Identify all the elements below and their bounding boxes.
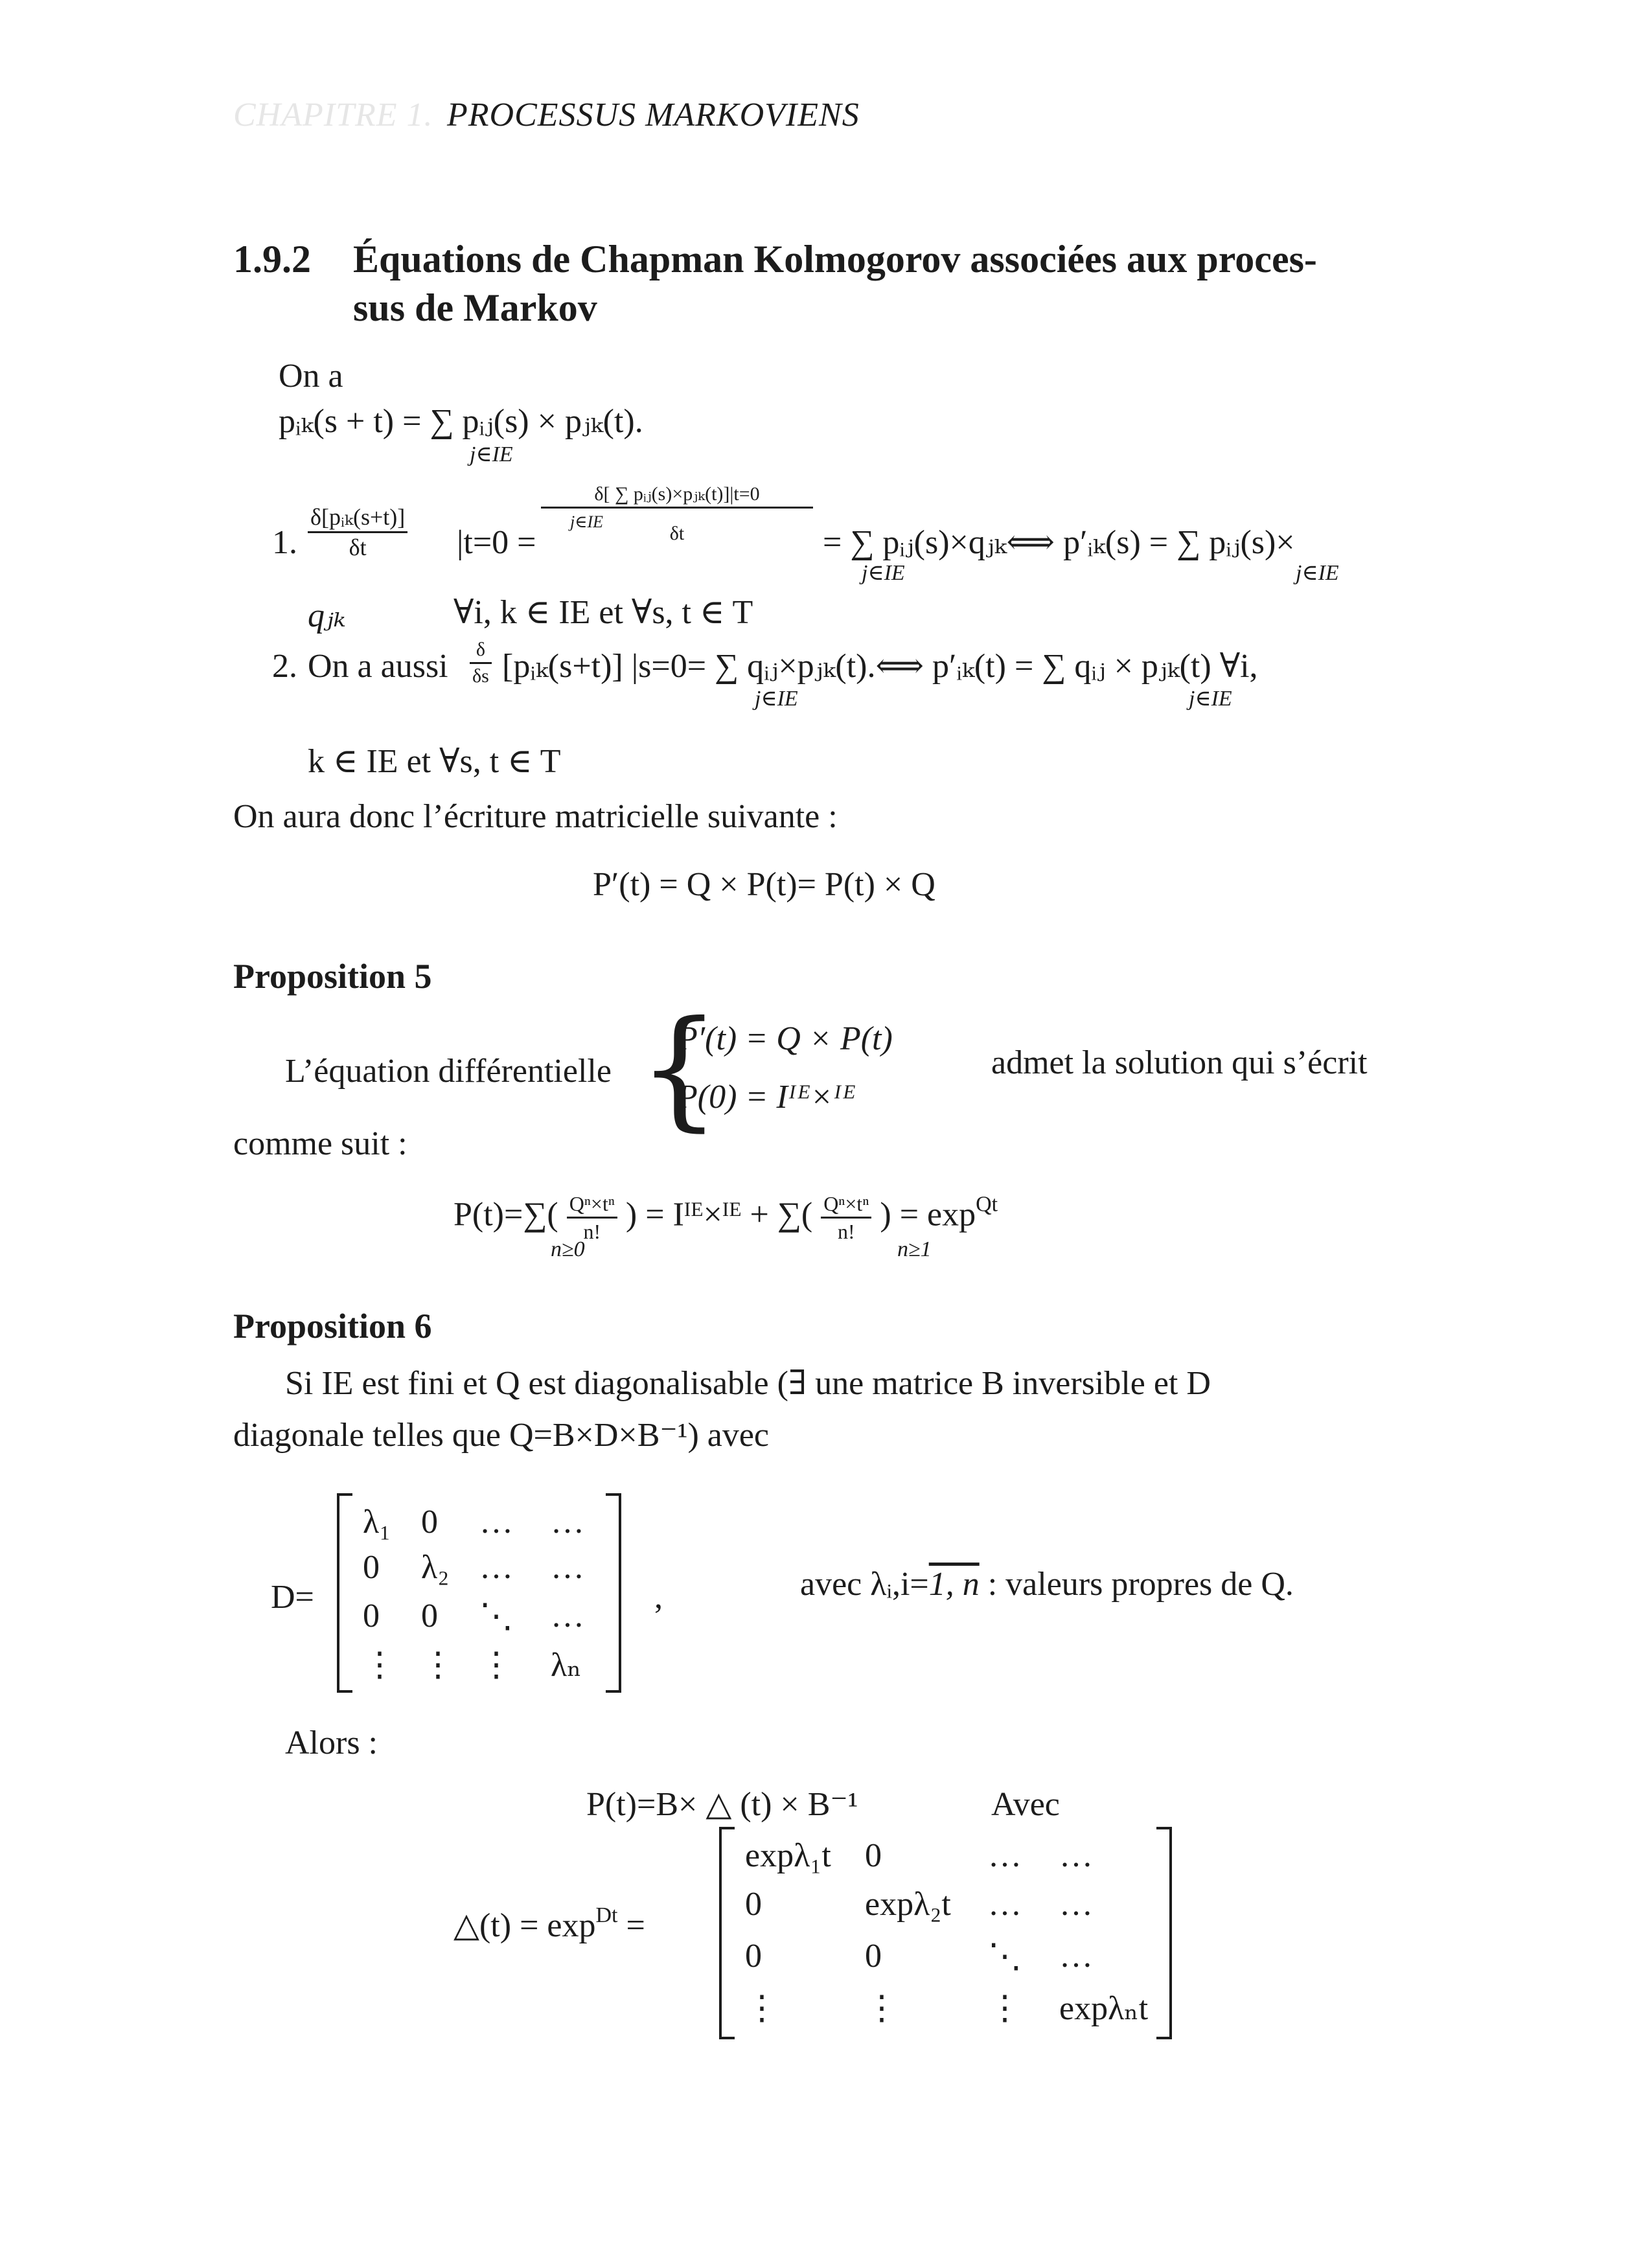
ck-sum-index: j∈IE (470, 442, 513, 466)
prop5-eq2: P(0) = Iᴵᴱ×ᴵᴱ (677, 1079, 856, 1116)
prop5-solution (453, 1193, 998, 1242)
d-matrix-cell-r2-c1: 0 (363, 1549, 380, 1586)
d-bracket-right (606, 1493, 621, 1693)
delta-matrix-cell-r2-c3: … (988, 1886, 1022, 1923)
sol-frac1-num: Qⁿ×tⁿ (567, 1193, 617, 1219)
prop6-line1: Si IE est fini et Q est diagonalisable (∃ une matrice B inversible et D (285, 1365, 1211, 1402)
prop5-brace: { (638, 993, 721, 1144)
delta-matrix-cell-r1-c2: 0 (865, 1837, 882, 1874)
d-matrix-cell-r4-c3: ⋮ (479, 1647, 513, 1684)
d-matrix-cell-r1-c4: … (551, 1504, 584, 1541)
d-matrix-cell-r4-c2: ⋮ (421, 1647, 455, 1684)
proposition-6-title: Proposition 6 (233, 1307, 432, 1346)
d-matrix-cell-r4-c1: ⋮ (363, 1647, 396, 1684)
delta-matrix (732, 1830, 1156, 2031)
delta-matrix-cell-r4-c3: ⋮ (988, 1990, 1022, 2027)
matrix-sentence: On aura donc l’écriture matricielle suivante : (233, 798, 838, 835)
item1-lhs-denominator: δt (349, 534, 367, 560)
item2-frac-numerator: δ (470, 640, 492, 664)
item2-frac-denominator: δs (472, 665, 489, 687)
delta-matrix-cell-r1-c3: … (988, 1837, 1022, 1874)
sol-part-a: P(t)=∑( (453, 1196, 558, 1233)
item1-lhs-fraction (308, 505, 407, 559)
item1-marker: 1. (272, 524, 297, 561)
item2-marker: 2. (272, 648, 297, 685)
alors-text: Alors : (285, 1724, 378, 1761)
item1-rhs: = ∑ pᵢⱼ(s)×qⱼₖ⟺ p′ᵢₖ(s) = ∑ pᵢⱼ(s)× (823, 524, 1295, 561)
p-eq: P(t)=B× △ (t) × B⁻¹ (586, 1786, 858, 1823)
sol-sup: Qt (976, 1192, 998, 1217)
d-matrix-cell-r3-c4: … (551, 1598, 584, 1634)
section-title-line2: sus de Markov (353, 286, 597, 329)
running-header: PROCESSUS MARKOVIENS (447, 97, 860, 133)
delta-label (453, 1905, 645, 1943)
delta-matrix-cell-r3-c3: ⋱ (988, 1938, 1022, 1975)
item1-mid-numerator: δ[ ∑ pᵢⱼ(s)×pⱼₖ(t)]|t=0 (541, 485, 813, 509)
delta-matrix-cell-r3-c2: 0 (865, 1938, 882, 1975)
sol-frac1-den: n! (583, 1220, 601, 1243)
item1-mid-index: j∈IE (570, 512, 604, 531)
d-matrix-cell-r3-c2: 0 (421, 1598, 438, 1634)
prop5-lead: L’équation différentielle (285, 1053, 612, 1090)
sol-part-b: ) = Iᴵᴱ×ᴵᴱ + ∑( (625, 1196, 813, 1233)
prop5-comme-suit: comme suit : (233, 1125, 407, 1162)
sol-frac2-den: n! (837, 1220, 855, 1243)
delta-matrix-cell-r4-c2: ⋮ (865, 1990, 899, 2027)
item2-text-a: On a aussi (308, 648, 448, 685)
matrix-equation: P′(t) = Q × P(t)= P(t) × Q (593, 866, 935, 903)
item1-qjk: qⱼₖ (308, 597, 346, 634)
item2-text-b: [pᵢₖ(s+t)] |s=0= ∑ qᵢⱼ×pⱼₖ(t).⟺ p′ᵢₖ(t) = ∑ qᵢⱼ × pⱼₖ(t) ∀i, (502, 648, 1258, 685)
sol-index-1: n≥0 (551, 1237, 585, 1261)
delta-matrix-cell-r1-c1: expλ₁t (745, 1837, 831, 1874)
section-title-line1: Équations de Chapman Kolmogorov associées aux proces- (353, 238, 1317, 281)
eigen-text (800, 1568, 1294, 1601)
prop5-eq1: P′(t) = Q × P(t) (677, 1020, 893, 1057)
delta-matrix-cell-r4-c1: ⋮ (745, 1990, 779, 2027)
delta-bracket-right (1156, 1827, 1172, 2039)
chapter-ghost-text: CHAPITRE 1. (233, 97, 433, 133)
sol-index-2: n≥1 (897, 1237, 932, 1261)
delta-matrix-cell-r2-c1: 0 (745, 1886, 762, 1923)
d-label: D= (271, 1579, 314, 1616)
delta-matrix-cell-r4-c4: expλₙt (1059, 1990, 1149, 2027)
eigen-b: : valeurs propres de Q. (979, 1566, 1294, 1603)
delta-matrix-cell-r3-c1: 0 (745, 1938, 762, 1975)
avec-text: Avec (991, 1786, 1060, 1823)
d-matrix-cell-r1-c2: 0 (421, 1504, 438, 1541)
prop6-line2: diagonale telles que Q=B×D×B⁻¹) avec (233, 1417, 769, 1454)
item2-index-1: j∈IE (755, 687, 798, 711)
chapman-kolmogorov-equation: pᵢₖ(s + t) = ∑ pᵢⱼ(s) × pⱼₖ(t). (279, 403, 643, 440)
d-comma: , (654, 1579, 663, 1616)
item2-cont: k ∈ IE et ∀s, t ∈ T (308, 743, 561, 780)
d-matrix-cell-r4-c4: λₙ (551, 1647, 582, 1684)
item1-mid-denominator: δt (669, 523, 685, 544)
d-matrix-cell-r3-c1: 0 (363, 1598, 380, 1634)
eigen-range: 1, n (928, 1566, 980, 1603)
d-matrix (350, 1496, 606, 1684)
prop5-trail: admet la solution qui s’écrit (991, 1044, 1368, 1081)
delta-matrix-cell-r1-c4: … (1059, 1837, 1093, 1874)
item1-rhs-index-2: j∈IE (1296, 561, 1339, 585)
proposition-5-title: Proposition 5 (233, 957, 432, 996)
delta-text: △(t) = exp (453, 1907, 596, 1944)
delta-equals: = (626, 1907, 645, 1944)
item2-index-2: j∈IE (1189, 687, 1232, 711)
item1-lhs-eval: |t=0 = (457, 524, 536, 561)
d-matrix-cell-r2-c3: … (479, 1549, 513, 1586)
delta-matrix-cell-r2-c2: expλ₂t (865, 1886, 951, 1923)
sol-part-c: ) = exp (880, 1196, 976, 1233)
eigen-a: avec λᵢ,i= (800, 1566, 929, 1603)
delta-matrix-cell-r3-c4: … (1059, 1938, 1093, 1975)
delta-sup: Dt (595, 1903, 618, 1927)
d-matrix-cell-r2-c4: … (551, 1549, 584, 1586)
on-a-text: On a (279, 358, 343, 395)
sol-frac2-num: Qⁿ×tⁿ (821, 1193, 871, 1219)
d-matrix-cell-r3-c3: ⋱ (479, 1598, 513, 1635)
item1-rhs-index-1: j∈IE (862, 561, 905, 585)
delta-matrix-cell-r2-c4: … (1059, 1886, 1093, 1923)
d-matrix-cell-r2-c2: λ₂ (421, 1549, 450, 1586)
item2-fraction (470, 640, 492, 686)
item1-forall: ∀i, k ∈ IE et ∀s, t ∈ T (453, 594, 753, 631)
section-number: 1.9.2 (233, 238, 311, 281)
item1-lhs-numerator: δ[pᵢₖ(s+t)] (308, 505, 407, 533)
d-matrix-cell-r1-c3: … (479, 1504, 513, 1541)
d-matrix-cell-r1-c1: λ₁ (363, 1504, 391, 1541)
